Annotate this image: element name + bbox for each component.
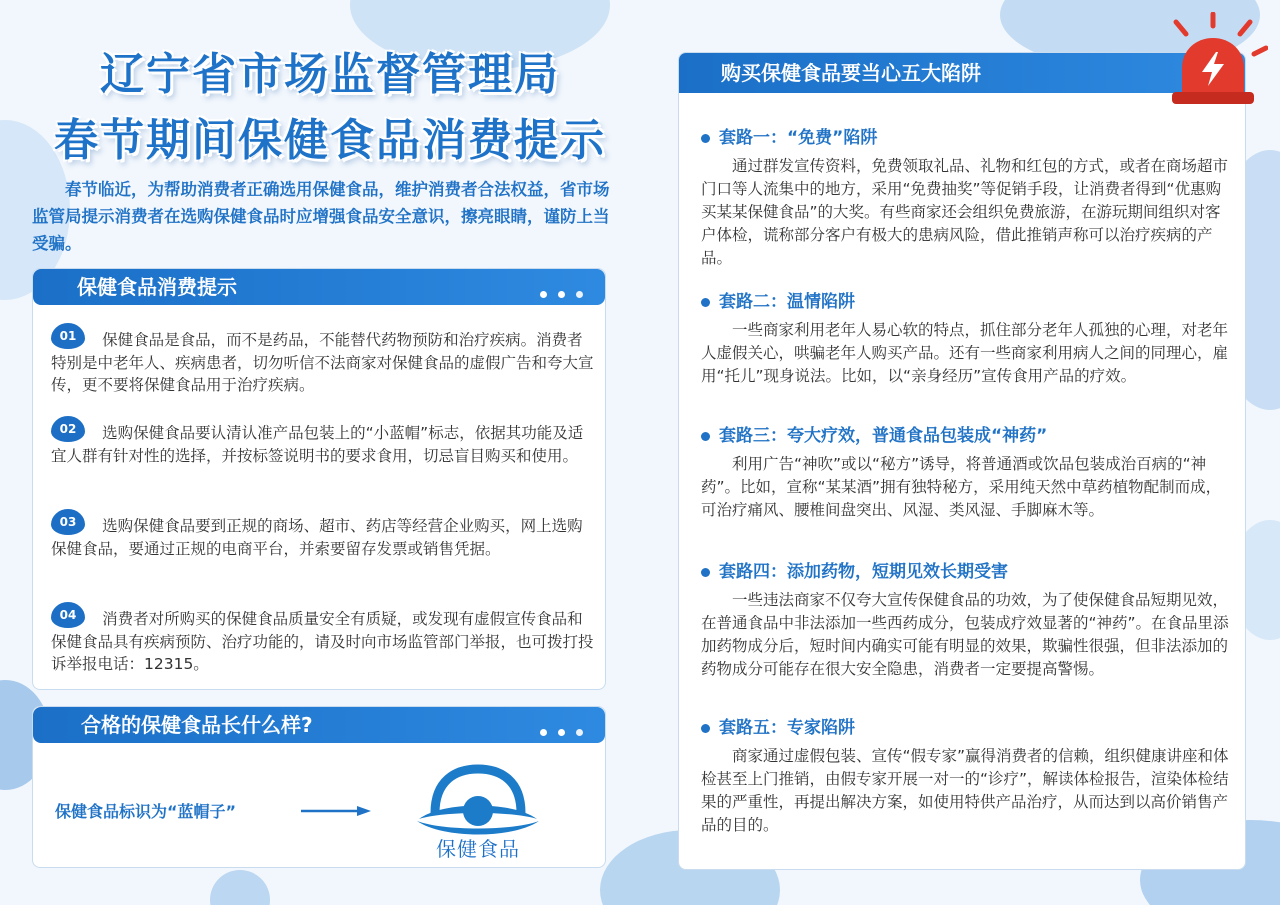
card-heading: 保健食品消费提示 (77, 275, 237, 299)
consumption-tips-card (32, 268, 606, 690)
page-title-line1: 辽宁省市场监督管理局 (100, 49, 560, 100)
trap-text: 通过群发宣传资料，免费领取礼品、礼物和红包的方式，或者在商场超市门口等人流集中的地方，采用“免费抽奖”等促销手段，让消费者得到“优惠购买某某保健食品”的大奖。有些商家还会组织免费旅游，在游玩期间组织对客户体检，谎称部分客户有极大的患病风险，借此推销声称可以治疗疾病的产品。 (701, 157, 1229, 267)
card-header (33, 269, 605, 305)
card-header (33, 707, 605, 743)
logo-label: 保健食品标识为“蓝帽子” (55, 802, 237, 821)
page-title-line2: 春节期间保健食品消费提示 (54, 115, 606, 166)
trap-title: 套路三：夸大疗效，普通食品包装成“神药” (701, 425, 1231, 447)
trap-item (701, 291, 1231, 388)
blue-hat-logo-card (32, 706, 606, 868)
tip-number-badge: 02 (51, 416, 85, 442)
trap-text: 利用广告“神吹”或以“秘方”诱导，将普通酒或饮品包装成治百病的“神药”。比如，宣称“某某酒”拥有独特秘方，采用纯天然中草药植物配制而成，可治疗痛风、腰椎间盘突出、风湿、类风湿、手脚麻木等。 (701, 455, 1222, 519)
tip-item (51, 422, 596, 467)
trap-item (701, 717, 1231, 837)
tip-number-badge: 03 (51, 509, 85, 535)
trap-text: 一些商家利用老年人易心软的特点，抓住部分老年人孤独的心理，对老年人虚假关心，哄骗老年人购买产品。还有一些商家利用病人之间的同理心，雇用“托儿”现身说法。比如，以“亲身经历”宣传食用产品的疗效。 (701, 321, 1229, 385)
trap-item (701, 127, 1231, 270)
logo-caption: 保健食品 (436, 837, 520, 861)
trap-text: 一些违法商家不仅夸大宣传保健食品的功效，为了使保健食品短期见效，在普通食品中非法添加一些西药成分，包装成疗效显著的“神药”。在食品里添加药物成分后，短时间内确实可能有明显的效果，欺骗性很强，但非法添加的药物成分可能存在很大安全隐患，消费者一定要提高警惕。 (701, 591, 1229, 678)
tip-number-badge: 04 (51, 602, 85, 628)
intro-paragraph: 春节临近，为帮助消费者正确选用保健食品，维护消费者合法权益，省市场监管局提示消费者在选购保健食品时应增强食品安全意识，擦亮眼睛，谨防上当受骗。 (32, 180, 610, 253)
trap-title: 套路二：温情陷阱 (701, 291, 1231, 313)
dots-icon (529, 707, 583, 743)
panel-heading: 购买保健食品要当心五大陷阱 (679, 53, 1245, 93)
tip-text: 选购保健食品要认清认准产品包装上的“小蓝帽”标志，依据其功能及适宜人群有针对性的选择，并按标签说明书的要求食用，切忌盲目购买和使用。 (51, 424, 584, 465)
tip-text: 选购保健食品要到正规的商场、超市、药店等经营企业购买，网上选购保健食品，要通过正规的电商平台，并索要留存发票或销售凭据。 (51, 517, 583, 558)
five-traps-panel (678, 52, 1246, 870)
decor-blob (210, 870, 270, 905)
trap-item (701, 425, 1231, 522)
tip-text: 消费者对所购买的保健食品质量安全有质疑，或发现有虚假宣传食品和保健食品具有疾病预防、治疗功能的，请及时向市场监管部门举报，也可拨打投诉举报电话：12315。 (51, 610, 594, 673)
tip-item (51, 515, 596, 560)
dots-icon (529, 269, 583, 305)
trap-text: 商家通过虚假包装、宣传“假专家”赢得消费者的信赖，组织健康讲座和体检甚至上门推销，由假专家开展一对一的“诊疗”，解读体检报告，渲染体检结果的严重性，再提出解决方案，如使用特供产品治疗，从而达到以高价销售产品的目的。 (701, 747, 1229, 834)
tip-item (51, 329, 596, 397)
tip-number-badge: 01 (51, 323, 85, 349)
trap-item (701, 561, 1231, 681)
arrow-right-icon (301, 805, 371, 817)
tip-text: 保健食品是食品，而不是药品，不能替代药物预防和治疗疾病。消费者特别是中老年人、疾病患者，切勿听信不法商家对保健食品的虚假广告和夸大宣传，更不要将保健食品用于治疗疾病。 (51, 331, 594, 394)
trap-title: 套路五：专家陷阱 (701, 717, 1231, 739)
alarm-siren-icon (1158, 12, 1268, 108)
card-heading: 合格的保健食品长什么样? (81, 713, 313, 737)
trap-title: 套路四：添加药物，短期见效长期受害 (701, 561, 1231, 583)
tip-item (51, 608, 596, 676)
trap-title: 套路一：“免费”陷阱 (701, 127, 1231, 149)
